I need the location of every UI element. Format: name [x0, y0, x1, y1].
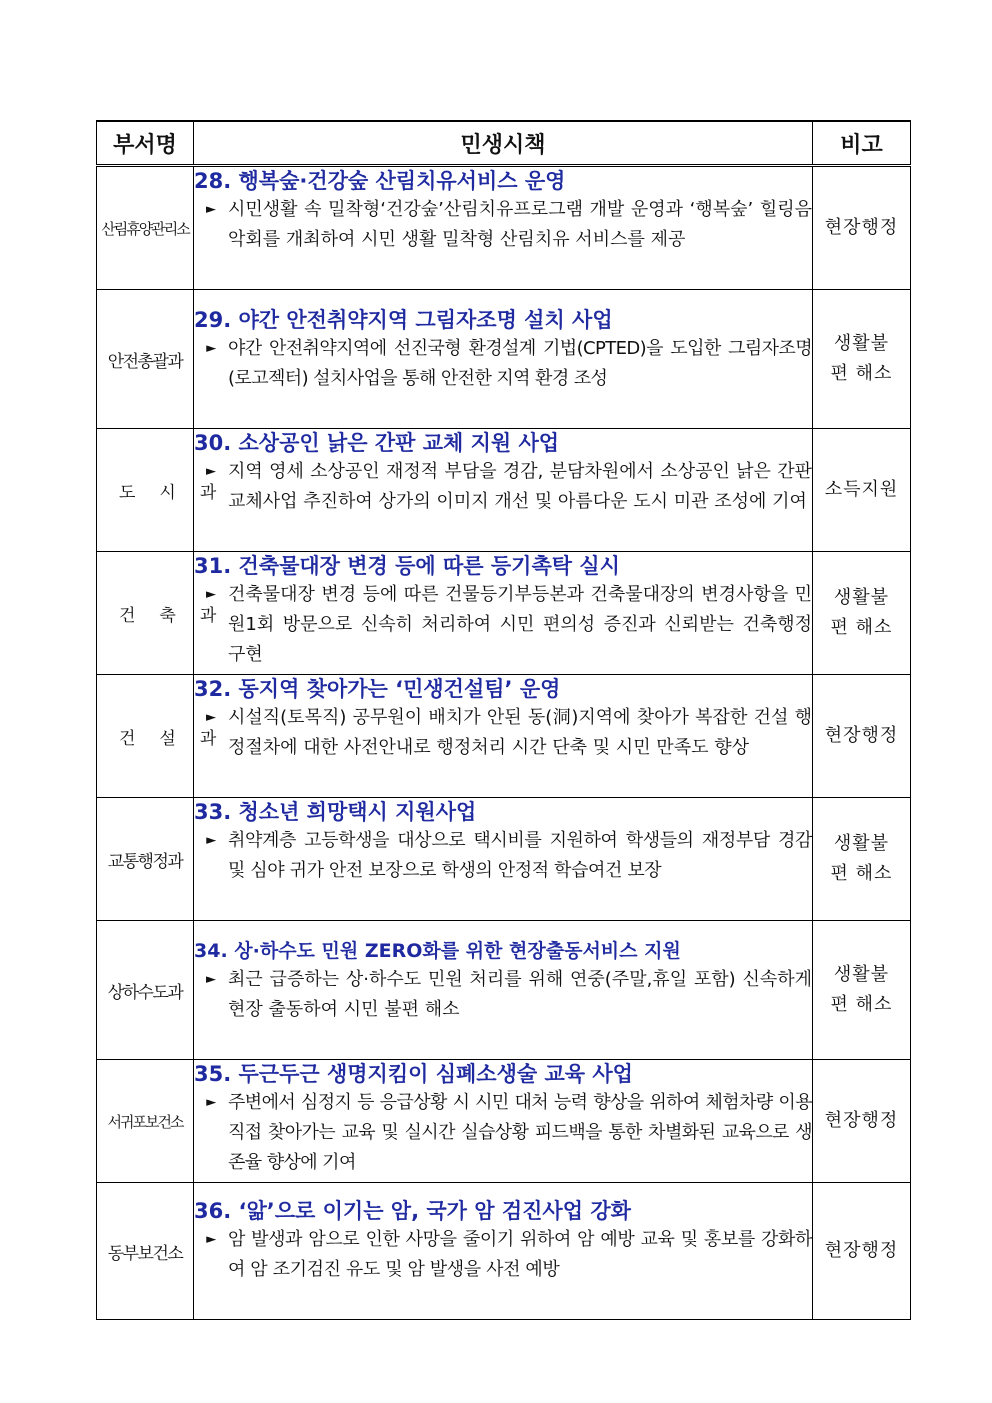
policy-title: 34. 상·하수도 민원 ZERO화를 위한 현장출동서비스 지원: [194, 940, 681, 962]
bullet-arrow-icon: ►: [206, 202, 216, 217]
table-row: [97, 552, 911, 675]
note-cell: [813, 798, 911, 921]
bullet-arrow-icon: ►: [206, 587, 216, 602]
dept-cell: 동부보건소: [97, 1183, 194, 1320]
table-row: [97, 429, 911, 552]
note-cell: 현장행정: [813, 1060, 911, 1183]
note-text: 생활불편 해소: [830, 833, 893, 884]
policy-cell: [194, 429, 813, 552]
note-cell: [813, 290, 911, 429]
dept-cell: 교통행정과: [97, 798, 194, 921]
bullet-arrow-icon: ►: [206, 972, 216, 987]
table-row: [97, 1060, 911, 1183]
policy-cell: [194, 675, 813, 798]
bullet-arrow-icon: ►: [206, 1232, 216, 1247]
bullet-arrow-icon: ►: [206, 341, 216, 356]
policy-cell: [194, 921, 813, 1060]
note-cell: 소득지원: [813, 429, 911, 552]
dept-cell: 도시과: [97, 429, 194, 552]
table-header-row: [97, 121, 911, 166]
policy-title: 30. 소상공인 낡은 간판 교체 지원 사업: [194, 431, 560, 455]
policy-description: 암 발생과 암으로 인한 사망을 줄이기 위하여 암 예방 교육 및 홍보를 강화하여 암 조기검진 유도 및 암 발생을 사전 예방: [228, 1229, 812, 1280]
note-text: 생활불편 해소: [830, 587, 893, 638]
policy-title: 28. 행복숲·건강숲 산림치유서비스 운영: [194, 169, 566, 193]
table-row: [97, 675, 911, 798]
policy-title: 31. 건축물대장 변경 등에 따른 등기촉탁 실시: [194, 554, 620, 578]
policy-title: 32. 동지역 찾아가는 ‘민생건설팀’ 운영: [194, 677, 561, 701]
policy-cell: [194, 1183, 813, 1320]
policy-cell: [194, 290, 813, 429]
policy-description: 최근 급증하는 상·하수도 민원 처리를 위해 연중(주말,휴일 포함) 신속하게 현장 출동하여 시민 불편 해소: [228, 969, 812, 1020]
policy-description: 시설직(토목직) 공무원이 배치가 안된 동(洞)지역에 찾아가 복잡한 건설 행정절차에 대한 사전안내로 행정처리 시간 단축 및 시민 만족도 향상: [228, 707, 812, 758]
policy-description: 건축물대장 변경 등에 따른 건물등기부등본과 건축물대장의 변경사항을 민원1회 방문으로 신속히 처리하여 시민 편의성 증진과 신뢰받는 건축행정 구현: [228, 584, 812, 665]
note-text: 생활불편 해소: [830, 964, 893, 1015]
policy-description: 지역 영세 소상공인 재정적 부담을 경감, 분담차원에서 소상공인 낡은 간판 교체사업 추진하여 상가의 이미지 개선 및 아름다운 도시 미관 조성에 기여: [228, 461, 812, 512]
note-cell: [813, 921, 911, 1060]
header-dept: 부서명: [97, 121, 194, 166]
dept-cell: 건설과: [97, 675, 194, 798]
policy-description: 주변에서 심정지 등 응급상황 시 시민 대처 능력 향상을 위하여 체험차량 이용 직접 찾아가는 교육 및 실시간 실습상황 피드백을 통한 차별화된 교육으로 생존율 향상에 기여: [228, 1092, 812, 1173]
policy-title: 29. 야간 안전취약지역 그림자조명 설치 사업: [194, 308, 613, 332]
policy-cell: [194, 166, 813, 290]
note-cell: 현장행정: [813, 166, 911, 290]
note-cell: 현장행정: [813, 1183, 911, 1320]
note-cell: 현장행정: [813, 675, 911, 798]
note-text: 생활불편 해소: [830, 333, 893, 384]
table-row: [97, 921, 911, 1060]
policy-table: [96, 120, 911, 1320]
policy-cell: [194, 1060, 813, 1183]
dept-cell: 산림휴양관리소: [97, 166, 194, 290]
table-row: [97, 290, 911, 429]
bullet-arrow-icon: ►: [206, 464, 216, 479]
policy-title: 35. 두근두근 생명지킴이 심폐소생술 교육 사업: [194, 1062, 633, 1086]
policy-title: 33. 청소년 희망택시 지원사업: [194, 800, 477, 824]
header-policy: 민생시책: [194, 121, 813, 166]
policy-description: 취약계층 고등학생을 대상으로 택시비를 지원하여 학생들의 재정부담 경감 및 심야 귀가 안전 보장으로 학생의 안정적 학습여건 보장: [228, 830, 812, 881]
table-row: [97, 1183, 911, 1320]
table-row: [97, 166, 911, 290]
bullet-arrow-icon: ►: [206, 1095, 216, 1110]
policy-description: 시민생활 속 밀착형‘건강숲’산림치유프로그램 개발 운영과 ‘행복숲’ 힐링음악회를 개최하여 시민 생활 밀착형 산림치유 서비스를 제공: [228, 199, 812, 250]
dept-cell: 서귀포보건소: [97, 1060, 194, 1183]
header-note: 비고: [813, 121, 911, 166]
dept-cell: 안전총괄과: [97, 290, 194, 429]
policy-description: 야간 안전취약지역에 선진국형 환경설계 기법(CPTED)을 도입한 그림자조명(로고젝터) 설치사업을 통해 안전한 지역 환경 조성: [228, 338, 812, 389]
policy-cell: [194, 552, 813, 675]
policy-cell: [194, 798, 813, 921]
dept-cell: 상하수도과: [97, 921, 194, 1060]
bullet-arrow-icon: ►: [206, 833, 216, 848]
policy-title: 36. ‘앎’으로 이기는 암, 국가 암 검진사업 강화: [194, 1199, 631, 1223]
note-cell: [813, 552, 911, 675]
bullet-arrow-icon: ►: [206, 710, 216, 725]
table-row: [97, 798, 911, 921]
dept-cell: 건축과: [97, 552, 194, 675]
